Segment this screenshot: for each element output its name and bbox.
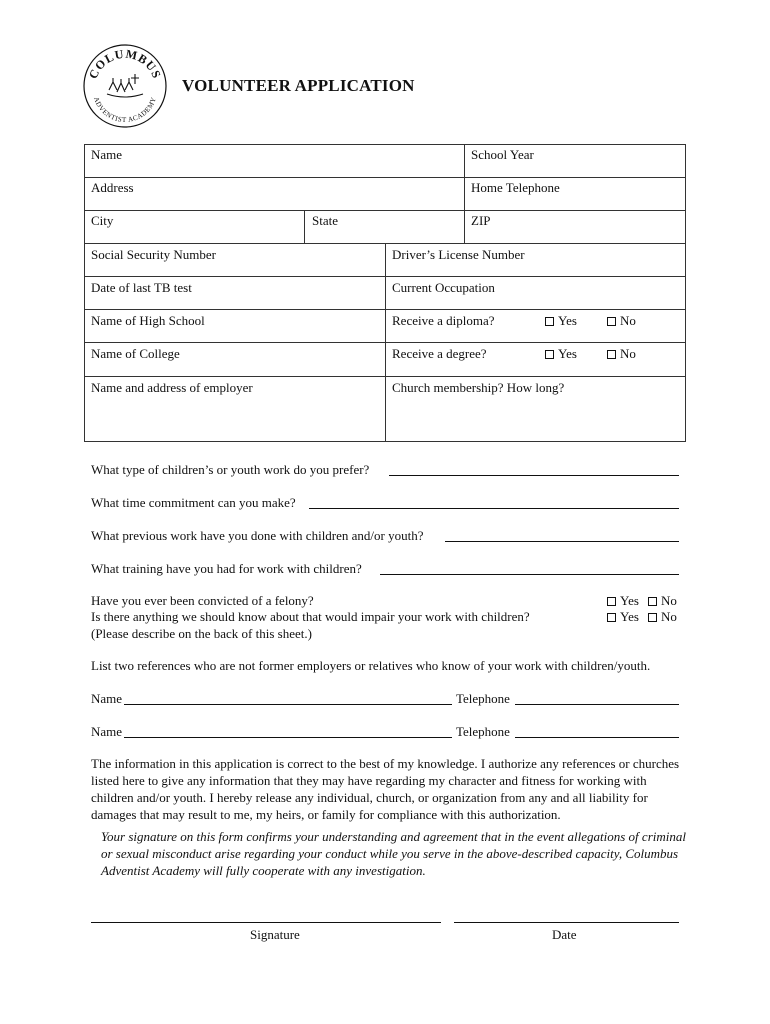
- answer-line-training[interactable]: [380, 574, 679, 575]
- impair-no-checkbox[interactable]: No: [648, 609, 677, 624]
- svg-text:COLUMBUS: [86, 47, 164, 81]
- question-previous-work: What previous work have you done with children and/or youth?: [91, 528, 424, 543]
- question-training: What training have you had for work with children?: [91, 561, 362, 576]
- diploma-no-checkbox[interactable]: No: [607, 313, 636, 328]
- home-telephone-field-label[interactable]: Home Telephone: [471, 180, 560, 195]
- date-line[interactable]: [454, 922, 679, 923]
- checkbox-icon[interactable]: [607, 613, 616, 622]
- references-instructions: List two references who are not former employers or relatives who know of your work with children/youth.: [91, 658, 651, 673]
- occupation-field-label[interactable]: Current Occupation: [392, 280, 495, 295]
- date-label: Date: [552, 927, 577, 942]
- page-title: VOLUNTEER APPLICATION: [182, 76, 415, 95]
- church-field-label[interactable]: Church membership? How long?: [392, 380, 565, 395]
- school-logo: [83, 44, 167, 128]
- employer-field-label[interactable]: Name and address of employer: [91, 380, 253, 395]
- checkbox-icon[interactable]: [607, 317, 616, 326]
- reference-2-telephone-line[interactable]: [515, 737, 679, 738]
- reference-1-name-label: Name: [91, 691, 123, 706]
- reference-2-name-label: Name: [91, 724, 123, 739]
- school-year-field-label[interactable]: School Year: [471, 147, 534, 162]
- degree-question-label: Receive a degree?: [392, 346, 487, 361]
- address-field-label[interactable]: Address: [91, 180, 134, 195]
- state-field-label[interactable]: State: [312, 213, 338, 228]
- checkbox-icon[interactable]: [545, 317, 554, 326]
- checkbox-icon[interactable]: [545, 350, 554, 359]
- degree-no-checkbox[interactable]: No: [607, 346, 636, 361]
- checkbox-icon[interactable]: [648, 597, 657, 606]
- logo-text-bottom: ADVENTIST ACADEMY: [91, 95, 159, 125]
- divider: [385, 243, 386, 442]
- signature-label: Signature: [250, 927, 300, 942]
- city-field-label[interactable]: City: [91, 213, 114, 228]
- question-felony: Have you ever been convicted of a felony?: [91, 593, 314, 608]
- describe-note: (Please describe on the back of this sheet.): [91, 626, 312, 641]
- question-time-commitment: What time commitment can you make?: [91, 495, 296, 510]
- reference-2-telephone-label: Telephone: [456, 724, 510, 739]
- logo-text-top: COLUMBUS: [85, 46, 165, 81]
- answer-line-previous-work[interactable]: [445, 541, 679, 542]
- ssn-field-label[interactable]: Social Security Number: [91, 247, 216, 262]
- question-impair: Is there anything we should know about that would impair your work with children?: [91, 609, 530, 624]
- felony-yes-checkbox[interactable]: Yes: [607, 593, 639, 608]
- divider: [84, 210, 686, 211]
- divider: [464, 144, 465, 243]
- felony-no-checkbox[interactable]: No: [648, 593, 677, 608]
- name-field-label[interactable]: Name: [91, 147, 123, 162]
- question-youth-work: What type of children’s or youth work do you prefer?: [91, 462, 370, 477]
- diploma-yes-checkbox[interactable]: Yes: [545, 313, 577, 328]
- reference-1-telephone-label: Telephone: [456, 691, 510, 706]
- college-field-label[interactable]: Name of College: [91, 346, 180, 361]
- degree-yes-checkbox[interactable]: Yes: [545, 346, 577, 361]
- signature-line[interactable]: [91, 922, 441, 923]
- checkbox-icon[interactable]: [648, 613, 657, 622]
- drivers-license-field-label[interactable]: Driver’s License Number: [392, 247, 525, 262]
- checkbox-icon[interactable]: [607, 597, 616, 606]
- divider: [304, 210, 305, 243]
- reference-1-name-line[interactable]: [124, 704, 452, 705]
- signature-notice: Your signature on this form confirms your understanding and agreement that in the event allegations of criminal or sexual misconduct arise regarding your conduct while you serve in the above-described capacity, Columbus Adventist Academy will fully cooperate with any investigation.: [101, 829, 686, 878]
- zip-field-label[interactable]: ZIP: [471, 213, 491, 228]
- authorization-text: The information in this application is correct to the best of my knowledge. I authorize any references or churches listed here to give any information that they may have regarding my character and fitness for working with children and/or youth. I hereby release any individual, church, or organization from any and all liability for damages that may result to me, my heirs, or family for compliance with this authorization.: [91, 756, 680, 822]
- diploma-question-label: Receive a diploma?: [392, 313, 495, 328]
- tb-test-field-label[interactable]: Date of last TB test: [91, 280, 192, 295]
- answer-line-time-commitment[interactable]: [309, 508, 679, 509]
- high-school-field-label[interactable]: Name of High School: [91, 313, 205, 328]
- checkbox-icon[interactable]: [607, 350, 616, 359]
- divider: [84, 177, 686, 178]
- answer-line-youth-work[interactable]: [389, 475, 679, 476]
- reference-2-name-line[interactable]: [124, 737, 452, 738]
- impair-yes-checkbox[interactable]: Yes: [607, 609, 639, 624]
- reference-1-telephone-line[interactable]: [515, 704, 679, 705]
